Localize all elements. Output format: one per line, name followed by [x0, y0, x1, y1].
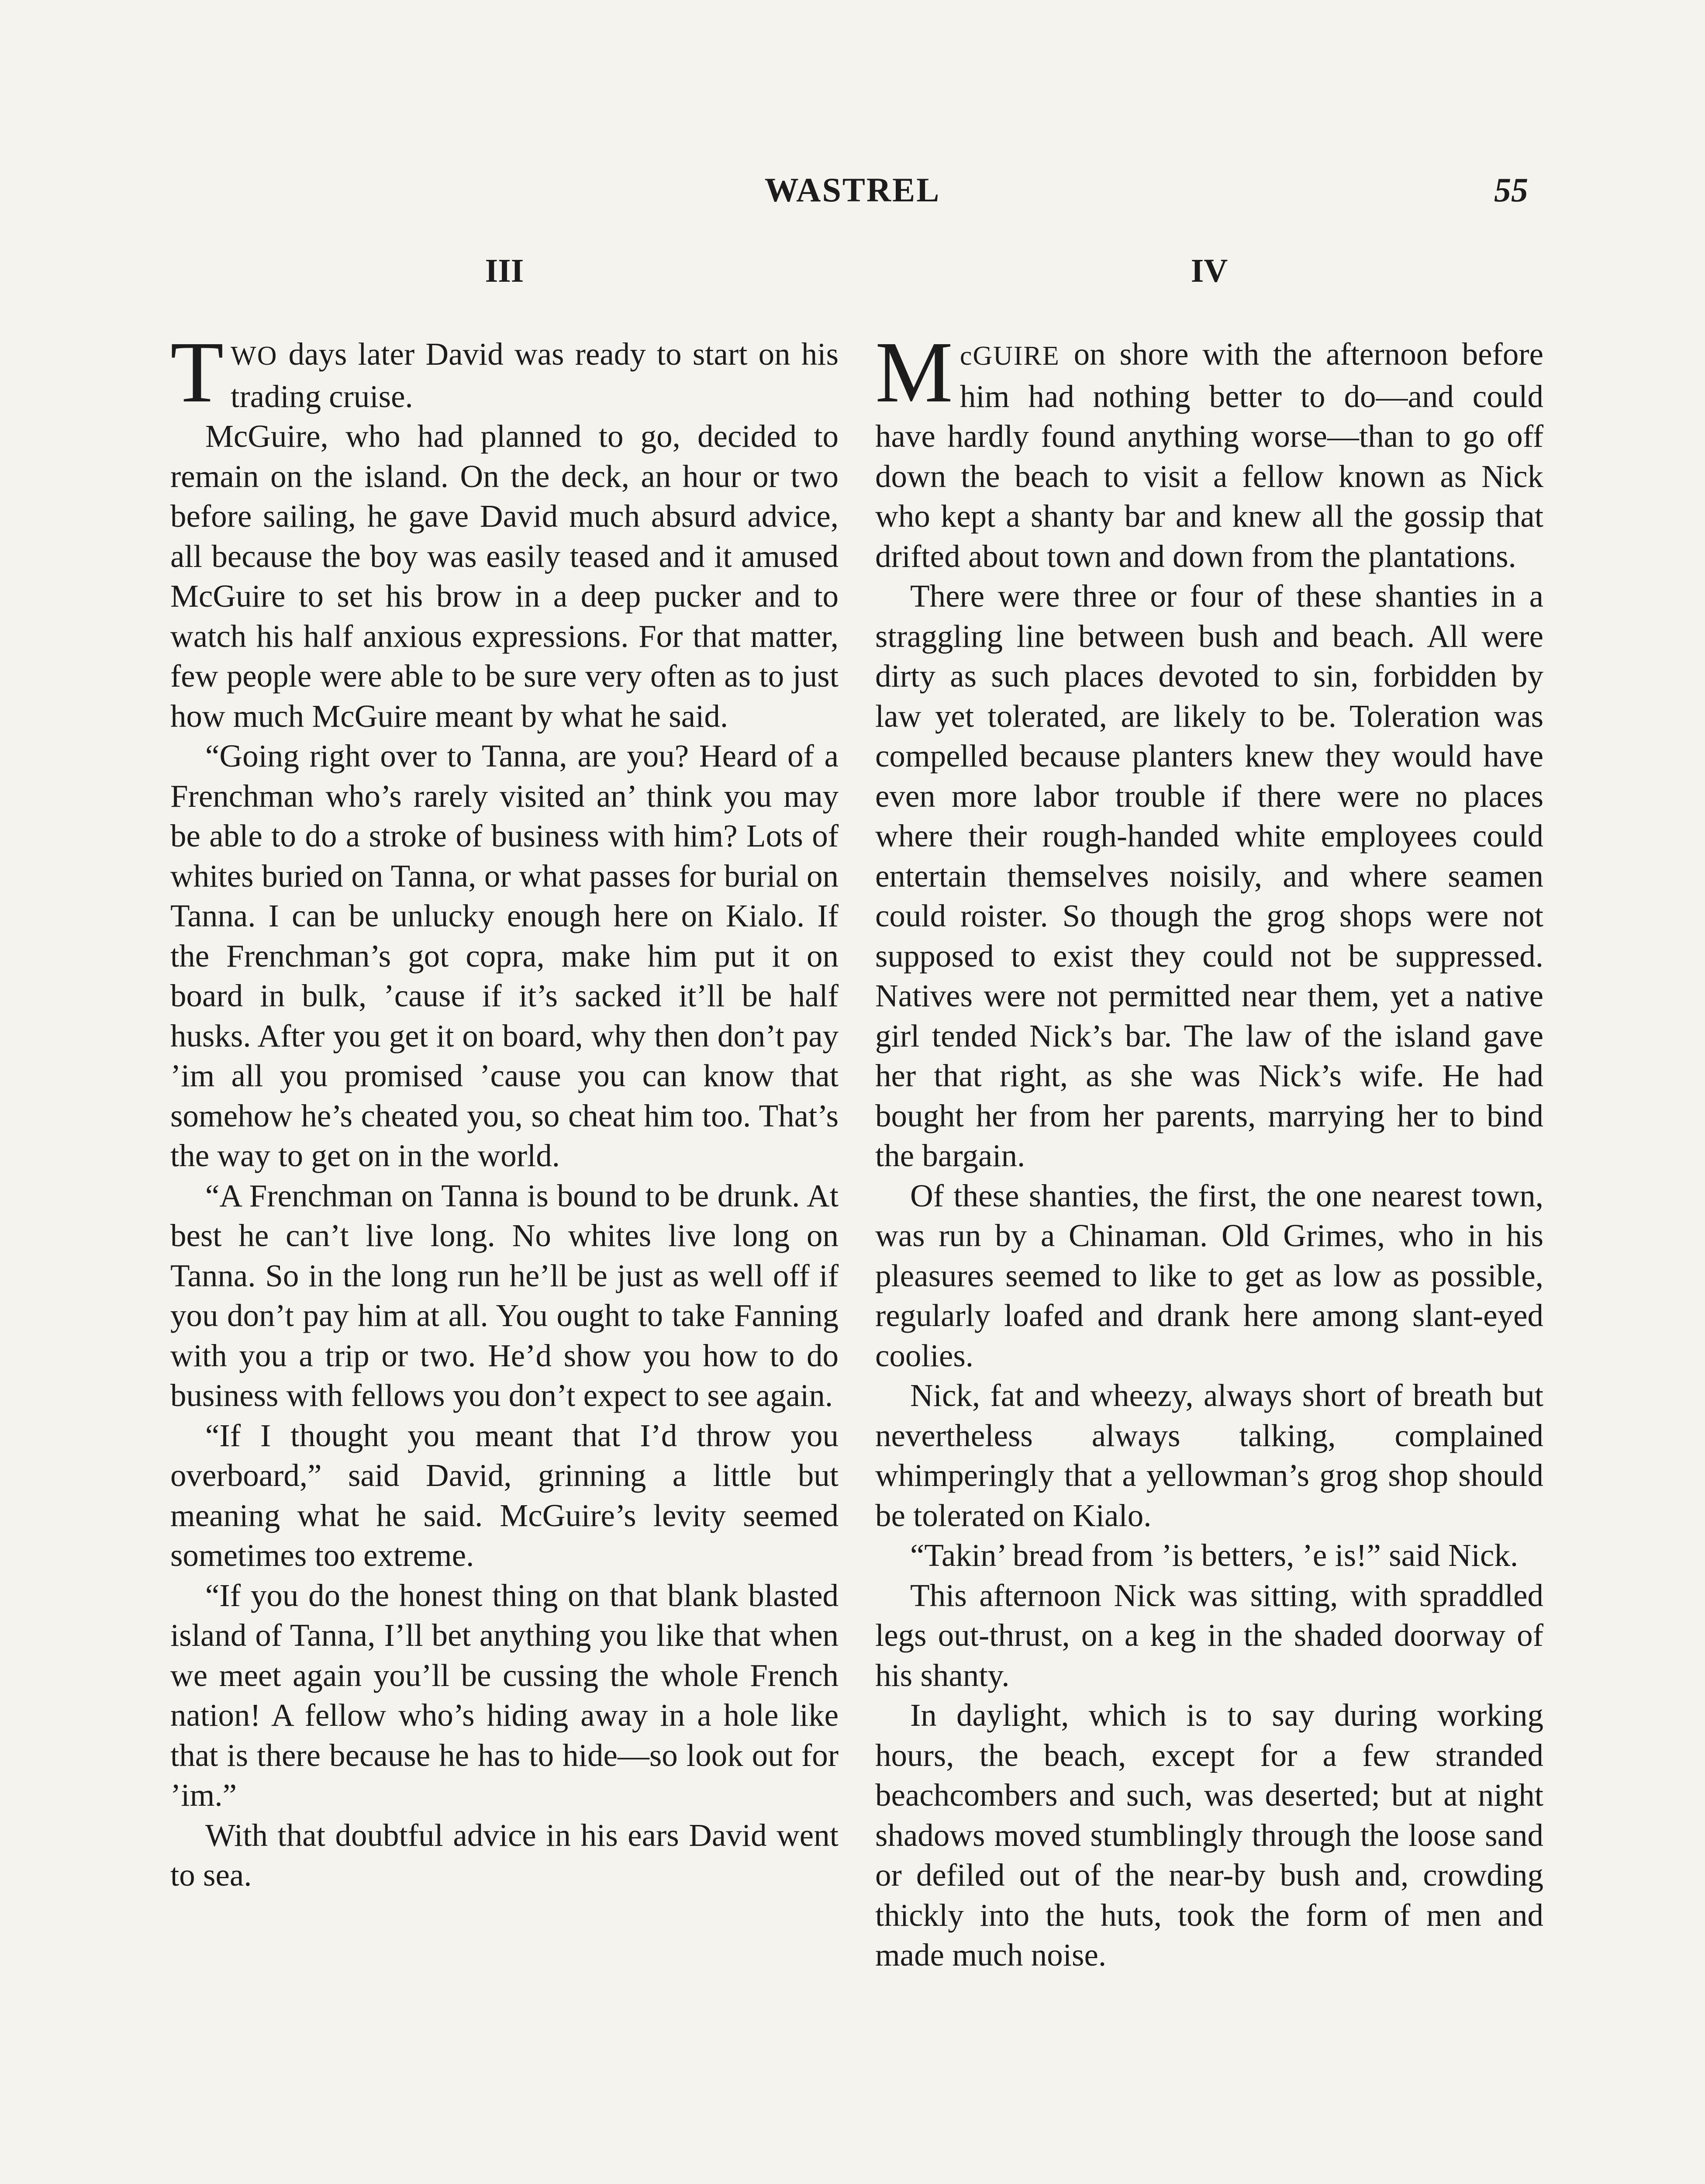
opening-small-caps: cGUIRE [959, 341, 1060, 371]
section-number-iii: III [485, 252, 524, 289]
opening-small-caps: WO [231, 341, 278, 371]
paragraph: With that doubtful advice in his ears David went to sea. [170, 1817, 839, 1893]
right-column-text [875, 324, 1543, 1975]
page-number: 55 [1494, 171, 1528, 209]
paragraph: Nick, fat and wheezy, always short of breath but nevertheless always talking, complained whimperingly that a yellowman’s grog shop should be tolerated on Kialo. [875, 1378, 1543, 1533]
opening-paragraph [170, 324, 839, 421]
drop-cap: T [170, 324, 224, 421]
running-title: WASTREL [764, 171, 941, 209]
right-column [875, 251, 1543, 1975]
running-head [0, 170, 1705, 218]
paragraph: “A Frenchman on Tanna is bound to be drunk. At best he can’t live long. No whites live long on Tanna. So in the long run he’ll be just as well off if you don’t pay him at all. You ought to take Fanning with you a trip or two. He’d show you how to do business with fellows you don’t expect to see again. [170, 1178, 839, 1413]
left-column [170, 251, 839, 1895]
paragraph: McGuire, who had planned to go, decided to remain on the island. On the deck, an hour or two before sailing, he gave David much absurd advice, all because the boy was easily teased and it amused McGuire to set his brow in a deep pucker and to watch his half anxious expressions. For that matter, few people were able to be sure very often as to just how much McGuire meant by what he said. [170, 418, 839, 734]
section-number-iv: IV [1191, 252, 1228, 289]
drop-cap: M [875, 324, 953, 421]
opening-paragraph [875, 324, 1543, 576]
paragraph: “If you do the honest thing on that blank blasted island of Tanna, I’ll bet anything you like that when we meet again you’ll be cussing the whole French nation! A fellow who’s hiding away in a hole like that is there because he has to hide—so look out for ’im.” [170, 1577, 839, 1813]
opening-text: on shore with the afternoon before him had nothing better to do—and could have hardly found anything worse—than to go off down the beach to visit a fellow known as Nick who kept a shanty bar and knew all the gossip that drifted about town and down from the plantations. [875, 336, 1543, 574]
opening-text: days later David was ready to start on his trading cruise. [231, 336, 839, 414]
paragraph: “Takin’ bread from ’is betters, ’e is!” said Nick. [910, 1538, 1519, 1573]
left-column-text [170, 324, 839, 1895]
paragraph: “Going right over to Tanna, are you? Heard of a Frenchman who’s rarely visited an’ think you may be able to do a stroke of business with him? Lots of whites buried on Tanna, or what passes for burial on Tanna. I can be unlucky enough here on Kialo. If the Frenchman’s got copra, make him put it on board in bulk, ’cause if it’s sacked it’ll be half husks. After you get it on board, why then don’t pay ’im all you promised ’cause you can know that somehow he’s cheated you, so cheat him too. That’s the way to get on in the world. [170, 738, 839, 1173]
paragraph: This afternoon Nick was sitting, with spraddled legs out-thrust, on a keg in the shaded doorway of his shanty. [875, 1577, 1543, 1693]
paragraph: “If I thought you meant that I’d throw you overboard,” said David, grinning a little but meaning what he said. McGuire’s levity seemed sometimes too extreme. [170, 1417, 839, 1573]
paragraph: In daylight, which is to say during working hours, the beach, except for a few stranded beachcombers and such, was deserted; but at night shadows moved stumblingly through the loose sand or defiled out of the near-by bush and, crowding thickly into the huts, took the form of men and made much noise. [875, 1697, 1543, 1973]
paragraph: Of these shanties, the first, the one nearest town, was run by a Chinaman. Old Grimes, who in his pleasures seemed to like to get as low as possible, regularly loafed and drank here among slant-eyed coolies. [875, 1178, 1543, 1373]
paragraph: There were three or four of these shanties in a straggling line between bush and beach. All were dirty as such places devoted to sin, forbidden by law yet tolerated, are likely to be. Toleration was compelled because planters knew they would have even more labor trouble if there were no places where their rough-handed white employees could entertain themselves noisily, and where seamen could roister. So though the grog shops were not supposed to exist they could not be suppressed. Natives were not permitted near them, yet a native girl tended Nick’s bar. The law of the island gave her that right, as she was Nick’s wife. He had bought her from her parents, marrying her to bind the bargain. [875, 578, 1543, 1173]
